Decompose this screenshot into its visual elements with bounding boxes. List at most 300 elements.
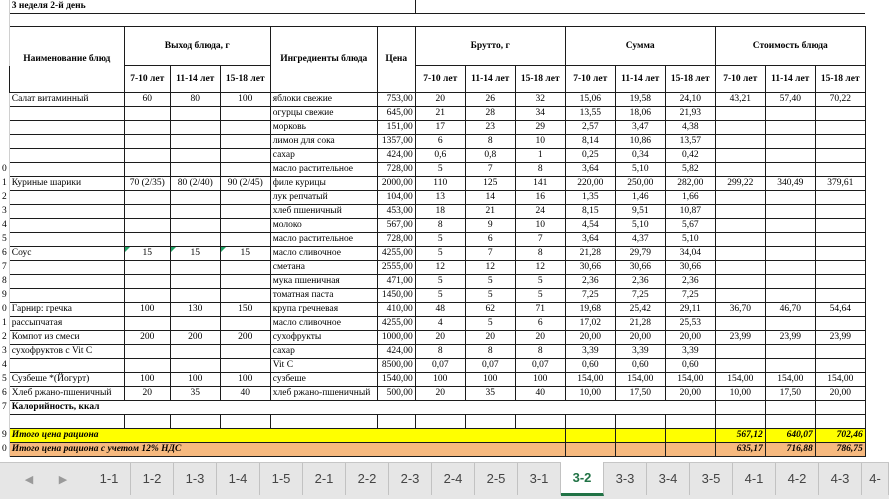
sheet-tab-2-3[interactable]: 2-3 <box>389 463 432 495</box>
table-cell[interactable]: сухофрукты <box>270 331 377 345</box>
table-cell[interactable]: 424,00 <box>377 345 415 359</box>
row-number[interactable] <box>0 107 9 121</box>
table-cell[interactable]: Сузбеше *(Йогурт) <box>9 373 124 387</box>
header-cost-age-11-14[interactable]: 11-14 лет <box>765 66 815 93</box>
table-cell[interactable]: 40 <box>220 387 270 401</box>
table-cell[interactable] <box>815 121 865 135</box>
header-gross[interactable]: Брутто, г <box>415 27 565 66</box>
table-cell[interactable]: 2,57 <box>565 121 615 135</box>
table-cell[interactable] <box>765 191 815 205</box>
table-cell[interactable]: 154,00 <box>565 373 615 387</box>
sheet-tab-1-2[interactable]: 1-2 <box>131 463 174 495</box>
table-cell[interactable] <box>170 233 220 247</box>
table-cell[interactable]: 35 <box>465 387 515 401</box>
row-number[interactable] <box>0 121 9 135</box>
table-cell[interactable] <box>9 415 124 429</box>
total-vat-value[interactable]: 635,17 <box>715 443 765 457</box>
table-cell[interactable]: 1540,00 <box>377 373 415 387</box>
table-cell[interactable] <box>815 135 865 149</box>
table-cell[interactable]: 7 <box>515 233 565 247</box>
table-cell[interactable]: 154,00 <box>715 373 765 387</box>
table-cell[interactable]: 57,40 <box>765 93 815 107</box>
table-cell[interactable] <box>715 163 765 177</box>
table-cell[interactable] <box>9 275 124 289</box>
table-cell[interactable]: 471,00 <box>377 275 415 289</box>
table-cell[interactable]: 21 <box>465 205 515 219</box>
table-cell[interactable]: 0,60 <box>665 359 715 373</box>
header-sum[interactable]: Сумма <box>565 27 715 66</box>
table-cell[interactable] <box>124 345 170 359</box>
sheet-tab-2-4[interactable]: 2-4 <box>432 463 475 495</box>
table-cell[interactable]: 151,00 <box>377 121 415 135</box>
table-cell[interactable]: 1357,00 <box>377 135 415 149</box>
table-cell[interactable] <box>815 261 865 275</box>
table-cell[interactable]: 23 <box>465 121 515 135</box>
table-cell[interactable]: 5 <box>465 275 515 289</box>
table-cell[interactable]: 46,70 <box>765 303 815 317</box>
table-cell[interactable]: 12 <box>415 261 465 275</box>
table-cell[interactable] <box>170 359 220 373</box>
table-cell[interactable]: масло растительное <box>270 163 377 177</box>
table-cell[interactable] <box>715 359 765 373</box>
calorie-label[interactable]: Калорийность, ккал <box>9 401 715 415</box>
table-cell[interactable] <box>765 289 815 303</box>
sheet-tab-3-4[interactable]: 3-4 <box>647 463 690 495</box>
table-cell[interactable] <box>715 135 765 149</box>
total-vat-label[interactable]: Итого цена рациона с учетом 12% НДС <box>9 443 565 457</box>
table-cell[interactable] <box>815 275 865 289</box>
table-cell[interactable]: 21 <box>415 107 465 121</box>
table-cell[interactable] <box>170 261 220 275</box>
table-cell[interactable] <box>9 205 124 219</box>
table-cell[interactable]: 5,10 <box>615 163 665 177</box>
table-cell[interactable]: 10 <box>515 219 565 233</box>
row-number[interactable]: 2 <box>0 331 9 345</box>
table-cell[interactable] <box>170 205 220 219</box>
table-cell[interactable]: 150 <box>220 303 270 317</box>
table-cell[interactable]: 29 <box>515 121 565 135</box>
row-number[interactable]: 3 <box>0 205 9 219</box>
total-vat-value[interactable]: 716,88 <box>765 443 815 457</box>
table-cell[interactable]: хлеб пшеничный <box>270 205 377 219</box>
table-cell[interactable] <box>9 289 124 303</box>
table-cell[interactable] <box>9 233 124 247</box>
header-sum-age-11-14[interactable]: 11-14 лет <box>615 66 665 93</box>
table-cell[interactable]: 110 <box>415 177 465 191</box>
table-cell[interactable]: 4255,00 <box>377 247 415 261</box>
table-cell[interactable]: 20 <box>124 387 170 401</box>
table-cell[interactable] <box>220 261 270 275</box>
row-number[interactable]: 3 <box>0 345 9 359</box>
table-cell[interactable] <box>9 149 124 163</box>
table-cell[interactable]: 100 <box>124 303 170 317</box>
sheet-tab-1-3[interactable]: 1-3 <box>174 463 217 495</box>
table-cell[interactable]: 453,00 <box>377 205 415 219</box>
table-cell[interactable] <box>765 121 815 135</box>
header-output-age-15-18[interactable]: 15-18 лет <box>220 66 270 93</box>
table-cell[interactable] <box>715 401 765 415</box>
table-cell[interactable] <box>124 163 170 177</box>
table-cell[interactable] <box>170 107 220 121</box>
table-cell[interactable]: 35 <box>170 387 220 401</box>
table-cell[interactable]: 8 <box>465 135 515 149</box>
table-cell[interactable] <box>124 205 170 219</box>
table-cell[interactable] <box>715 275 765 289</box>
table-cell[interactable] <box>170 121 220 135</box>
header-cost-age-7-10[interactable]: 7-10 лет <box>715 66 765 93</box>
table-cell[interactable] <box>765 401 815 415</box>
table-cell[interactable] <box>665 443 715 457</box>
table-cell[interactable] <box>170 135 220 149</box>
table-cell[interactable]: масло сливочное <box>270 317 377 331</box>
row-number[interactable] <box>0 135 9 149</box>
row-number[interactable]: 0 <box>0 303 9 317</box>
table-cell[interactable]: 7,25 <box>665 289 715 303</box>
table-cell[interactable]: 3,39 <box>615 345 665 359</box>
header-output[interactable]: Выход блюда, г <box>124 27 270 66</box>
table-cell[interactable]: 30,66 <box>615 261 665 275</box>
table-cell[interactable]: 2,36 <box>615 275 665 289</box>
table-cell[interactable]: 299,22 <box>715 177 765 191</box>
table-cell[interactable] <box>815 317 865 331</box>
table-cell[interactable] <box>665 415 715 429</box>
header-sum-age-7-10[interactable]: 7-10 лет <box>565 66 615 93</box>
table-cell[interactable]: 15 <box>124 247 170 261</box>
table-cell[interactable]: 3,39 <box>565 345 615 359</box>
table-cell[interactable]: 15 <box>220 247 270 261</box>
table-cell[interactable]: 19,58 <box>615 93 665 107</box>
table-cell[interactable] <box>220 107 270 121</box>
table-cell[interactable]: 104,00 <box>377 191 415 205</box>
table-cell[interactable]: 0,42 <box>665 149 715 163</box>
table-cell[interactable] <box>220 289 270 303</box>
table-cell[interactable]: Vit C <box>270 359 377 373</box>
table-cell[interactable] <box>615 429 665 443</box>
table-cell[interactable] <box>815 401 865 415</box>
table-cell[interactable]: 6 <box>415 135 465 149</box>
table-cell[interactable] <box>815 191 865 205</box>
table-cell[interactable] <box>815 233 865 247</box>
table-cell[interactable] <box>715 247 765 261</box>
table-cell[interactable]: 15,06 <box>565 93 615 107</box>
table-cell[interactable]: 100 <box>415 373 465 387</box>
header-gross-age-15-18[interactable]: 15-18 лет <box>515 66 565 93</box>
table-cell[interactable]: мука пшеничная <box>270 275 377 289</box>
sheet-tab-1-1[interactable]: 1-1 <box>88 463 131 495</box>
table-cell[interactable]: 379,61 <box>815 177 865 191</box>
sheet-tab-2-5[interactable]: 2-5 <box>475 463 518 495</box>
table-cell[interactable]: 13,57 <box>665 135 715 149</box>
table-cell[interactable]: сметана <box>270 261 377 275</box>
table-cell[interactable] <box>765 107 815 121</box>
table-cell[interactable] <box>170 289 220 303</box>
table-cell[interactable] <box>815 163 865 177</box>
table-cell[interactable]: 5 <box>415 163 465 177</box>
table-cell[interactable]: 3,39 <box>665 345 715 359</box>
table-cell[interactable] <box>765 219 815 233</box>
table-cell[interactable]: 5 <box>415 247 465 261</box>
table-cell[interactable] <box>124 359 170 373</box>
table-cell[interactable]: 17,50 <box>765 387 815 401</box>
table-cell[interactable] <box>815 219 865 233</box>
table-cell[interactable] <box>170 415 220 429</box>
table-cell[interactable]: 32 <box>515 93 565 107</box>
table-cell[interactable]: 5,82 <box>665 163 715 177</box>
table-cell[interactable]: филе курицы <box>270 177 377 191</box>
table-cell[interactable] <box>765 149 815 163</box>
row-number[interactable] <box>0 415 9 429</box>
table-cell[interactable] <box>170 345 220 359</box>
table-cell[interactable]: 8 <box>515 345 565 359</box>
table-cell[interactable]: 20,00 <box>665 331 715 345</box>
table-cell[interactable]: 62 <box>465 303 515 317</box>
table-cell[interactable]: 23,99 <box>715 331 765 345</box>
table-cell[interactable] <box>765 261 815 275</box>
table-cell[interactable]: 5 <box>415 233 465 247</box>
table-cell[interactable]: 0,6 <box>415 149 465 163</box>
table-cell[interactable]: 14 <box>465 191 515 205</box>
table-cell[interactable]: лук репчатый <box>270 191 377 205</box>
table-cell[interactable]: Гарнир: гречка <box>9 303 124 317</box>
table-cell[interactable]: Соус <box>9 247 124 261</box>
table-cell[interactable] <box>220 135 270 149</box>
sheet-tab-4-3[interactable]: 4-3 <box>819 463 862 495</box>
table-cell[interactable] <box>124 261 170 275</box>
table-cell[interactable]: 154,00 <box>765 373 815 387</box>
table-cell[interactable] <box>765 345 815 359</box>
table-cell[interactable]: 5,10 <box>665 233 715 247</box>
table-cell[interactable]: сахар <box>270 149 377 163</box>
sheet-tab-3-2[interactable]: 3-2 <box>561 462 604 496</box>
table-cell[interactable]: 71 <box>515 303 565 317</box>
table-cell[interactable] <box>815 359 865 373</box>
table-cell[interactable]: 18,06 <box>615 107 665 121</box>
table-cell[interactable] <box>124 149 170 163</box>
header-gross-age-11-14[interactable]: 11-14 лет <box>465 66 515 93</box>
row-number[interactable]: 6 <box>0 387 9 401</box>
table-cell[interactable]: 5,10 <box>615 219 665 233</box>
table-cell[interactable] <box>715 261 765 275</box>
header-output-age-11-14[interactable]: 11-14 лет <box>170 66 220 93</box>
table-cell[interactable] <box>815 205 865 219</box>
table-cell[interactable]: 5 <box>415 289 465 303</box>
table-cell[interactable]: 24 <box>515 205 565 219</box>
sheet-tab-4-[interactable]: 4- <box>862 463 889 495</box>
table-cell[interactable]: 20 <box>415 387 465 401</box>
table-cell[interactable]: 4,38 <box>665 121 715 135</box>
table-cell[interactable]: 2000,00 <box>377 177 415 191</box>
row-number[interactable]: 2 <box>0 191 9 205</box>
table-cell[interactable]: хлеб ржано-пшеничный <box>270 387 377 401</box>
header-ingredients[interactable]: Ингредиенты блюда <box>270 27 377 93</box>
table-cell[interactable]: 19,68 <box>565 303 615 317</box>
total-vat-value[interactable]: 786,75 <box>815 443 865 457</box>
table-cell[interactable]: 12 <box>465 261 515 275</box>
table-cell[interactable]: 154,00 <box>665 373 715 387</box>
table-cell[interactable]: 1,35 <box>565 191 615 205</box>
table-cell[interactable]: сухофруктов с Vit C <box>9 345 124 359</box>
table-cell[interactable]: 220,00 <box>565 177 615 191</box>
table-cell[interactable]: 9,51 <box>615 205 665 219</box>
sheet-tab-4-2[interactable]: 4-2 <box>776 463 819 495</box>
table-cell[interactable]: 8 <box>415 345 465 359</box>
table-cell[interactable]: 410,00 <box>377 303 415 317</box>
header-gross-age-7-10[interactable]: 7-10 лет <box>415 66 465 93</box>
table-cell[interactable]: 100 <box>465 373 515 387</box>
table-cell[interactable] <box>515 415 565 429</box>
table-cell[interactable]: 10,86 <box>615 135 665 149</box>
table-cell[interactable] <box>815 247 865 261</box>
table-cell[interactable] <box>220 359 270 373</box>
table-cell[interactable]: 100 <box>515 373 565 387</box>
table-cell[interactable] <box>220 317 270 331</box>
table-cell[interactable]: 0,07 <box>515 359 565 373</box>
sheet-tab-3-3[interactable]: 3-3 <box>604 463 647 495</box>
table-cell[interactable] <box>765 247 815 261</box>
table-cell[interactable] <box>765 163 815 177</box>
table-cell[interactable]: 8 <box>415 219 465 233</box>
table-cell[interactable] <box>9 191 124 205</box>
table-cell[interactable] <box>565 415 615 429</box>
table-cell[interactable] <box>124 233 170 247</box>
table-cell[interactable]: 0,60 <box>615 359 665 373</box>
table-cell[interactable]: 0,25 <box>565 149 615 163</box>
table-cell[interactable]: 567,00 <box>377 219 415 233</box>
table-cell[interactable] <box>715 205 765 219</box>
table-cell[interactable] <box>9 261 124 275</box>
table-cell[interactable]: 200 <box>170 331 220 345</box>
table-cell[interactable]: 8 <box>465 345 515 359</box>
table-cell[interactable] <box>124 107 170 121</box>
table-cell[interactable]: 4,54 <box>565 219 615 233</box>
table-cell[interactable]: 4 <box>415 317 465 331</box>
table-cell[interactable]: масло сливочное <box>270 247 377 261</box>
table-cell[interactable]: 43,21 <box>715 93 765 107</box>
table-cell[interactable]: 20 <box>415 93 465 107</box>
table-cell[interactable]: 28 <box>465 107 515 121</box>
table-cell[interactable] <box>124 275 170 289</box>
table-cell[interactable]: 5 <box>465 317 515 331</box>
table-cell[interactable]: 1000,00 <box>377 331 415 345</box>
table-cell[interactable] <box>715 233 765 247</box>
table-cell[interactable]: 2555,00 <box>377 261 415 275</box>
row-number[interactable]: 1 <box>0 317 9 331</box>
prev-sheet-icon[interactable]: ◀ <box>24 473 34 486</box>
table-cell[interactable]: лимон для сока <box>270 135 377 149</box>
table-cell[interactable] <box>765 317 815 331</box>
total-value[interactable]: 567,12 <box>715 429 765 443</box>
table-cell[interactable] <box>124 191 170 205</box>
header-sum-age-15-18[interactable]: 15-18 лет <box>665 66 715 93</box>
table-cell[interactable]: 2,36 <box>565 275 615 289</box>
table-cell[interactable]: 100 <box>124 373 170 387</box>
table-cell[interactable]: 20,00 <box>815 387 865 401</box>
row-number[interactable] <box>0 14 9 27</box>
table-cell[interactable]: 200 <box>124 331 170 345</box>
table-cell[interactable]: томатная паста <box>270 289 377 303</box>
row-number[interactable]: 9 <box>0 429 9 443</box>
table-cell[interactable] <box>9 359 124 373</box>
table-cell[interactable]: 30,66 <box>665 261 715 275</box>
table-cell[interactable]: 20,00 <box>665 387 715 401</box>
table-cell[interactable]: 6 <box>515 317 565 331</box>
table-cell[interactable]: 3,64 <box>565 163 615 177</box>
row-number[interactable]: 4 <box>0 359 9 373</box>
table-cell[interactable] <box>220 275 270 289</box>
table-cell[interactable] <box>9 107 124 121</box>
table-cell[interactable]: 20 <box>515 331 565 345</box>
table-cell[interactable] <box>715 317 765 331</box>
table-cell[interactable]: 728,00 <box>377 163 415 177</box>
table-cell[interactable]: 3,47 <box>615 121 665 135</box>
header-output-age-7-10[interactable]: 7-10 лет <box>124 66 170 93</box>
table-cell[interactable]: 5 <box>465 289 515 303</box>
sheet-tab-3-5[interactable]: 3-5 <box>690 463 733 495</box>
table-cell[interactable]: 154,00 <box>615 373 665 387</box>
table-cell[interactable]: 154,00 <box>815 373 865 387</box>
table-cell[interactable]: 282,00 <box>665 177 715 191</box>
table-cell[interactable]: 141 <box>515 177 565 191</box>
table-cell[interactable] <box>220 149 270 163</box>
table-cell[interactable]: 5,67 <box>665 219 715 233</box>
table-cell[interactable] <box>665 429 715 443</box>
table-cell[interactable]: 1 <box>515 149 565 163</box>
row-number[interactable]: 7 <box>0 401 9 415</box>
table-cell[interactable]: 5 <box>415 275 465 289</box>
table-cell[interactable] <box>124 121 170 135</box>
table-cell[interactable]: 25,42 <box>615 303 665 317</box>
table-cell[interactable]: 70 (2/35) <box>124 177 170 191</box>
table-cell[interactable] <box>170 191 220 205</box>
table-cell[interactable] <box>715 107 765 121</box>
table-cell[interactable] <box>9 163 124 177</box>
table-cell[interactable]: 0,60 <box>565 359 615 373</box>
table-cell[interactable] <box>124 317 170 331</box>
table-cell[interactable]: 12 <box>515 261 565 275</box>
table-cell[interactable] <box>815 415 865 429</box>
table-cell[interactable]: 7 <box>465 163 515 177</box>
header-cost-age-15-18[interactable]: 15-18 лет <box>815 66 865 93</box>
table-cell[interactable] <box>9 219 124 233</box>
table-cell[interactable] <box>220 219 270 233</box>
table-cell[interactable]: 29,79 <box>615 247 665 261</box>
table-cell[interactable]: Куриные шарики <box>9 177 124 191</box>
table-cell[interactable]: 80 (2/40) <box>170 177 220 191</box>
table-cell[interactable] <box>615 415 665 429</box>
table-cell[interactable] <box>715 191 765 205</box>
table-cell[interactable] <box>170 163 220 177</box>
table-cell[interactable]: 10,00 <box>565 387 615 401</box>
table-cell[interactable]: 10,87 <box>665 205 715 219</box>
table-cell[interactable] <box>815 107 865 121</box>
table-cell[interactable] <box>170 275 220 289</box>
sheet-tab-1-5[interactable]: 1-5 <box>260 463 303 495</box>
row-number[interactable]: 6 <box>0 247 9 261</box>
table-cell[interactable]: 20,00 <box>565 331 615 345</box>
table-cell[interactable]: Салат витаминный <box>9 93 124 107</box>
table-cell[interactable]: 18 <box>415 205 465 219</box>
table-cell[interactable]: 2,36 <box>665 275 715 289</box>
row-number[interactable]: 8 <box>0 275 9 289</box>
table-cell[interactable]: 5 <box>515 275 565 289</box>
table-cell[interactable] <box>765 205 815 219</box>
table-cell[interactable]: 8500,00 <box>377 359 415 373</box>
table-cell[interactable]: 200 <box>220 331 270 345</box>
sheet-tab-1-4[interactable]: 1-4 <box>217 463 260 495</box>
table-cell[interactable] <box>220 121 270 135</box>
table-cell[interactable]: 728,00 <box>377 233 415 247</box>
table-cell[interactable] <box>765 135 815 149</box>
